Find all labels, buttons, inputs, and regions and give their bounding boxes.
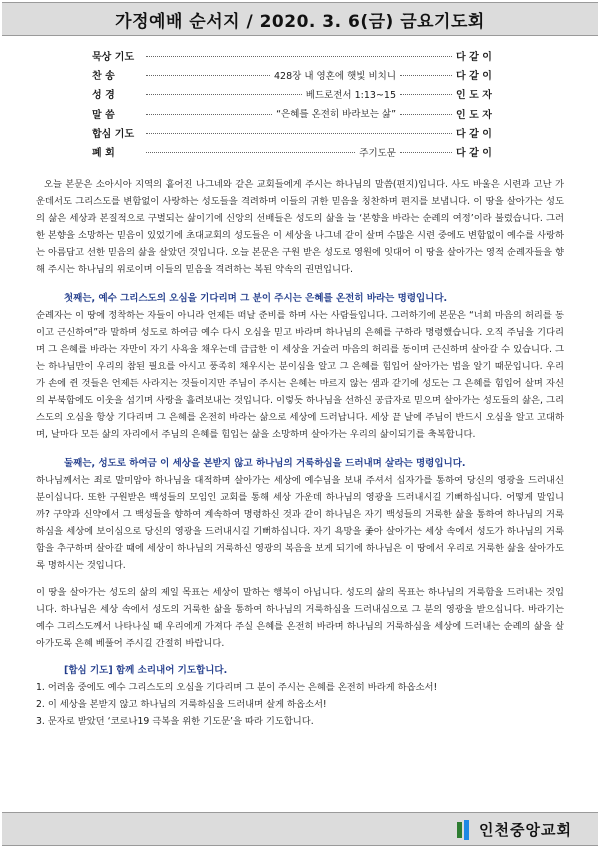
- leader-dots: [146, 56, 452, 57]
- prayer-item: 3. 문자로 받았던 ‘코로나19 극복을 위한 기도문’을 따라 기도합니다.: [36, 716, 314, 727]
- leader-dots: [146, 94, 302, 95]
- order-row-scripture: [92, 84, 516, 103]
- prayer-list: [36, 679, 564, 730]
- worship-order-list: [92, 46, 516, 161]
- leader-dots: [400, 114, 452, 115]
- leader-dots: [400, 75, 452, 76]
- church-brand: [457, 819, 572, 840]
- leader-dots: [146, 133, 452, 134]
- order-row-sermon: [92, 104, 516, 123]
- section-1-heading: 첫째는, 예수 그리스도의 오심을 기다리며 그 분이 주시는 은혜를 온전히 바라는 명령입니다.: [64, 293, 448, 304]
- intro-paragraph: 오늘 본문은 소아시아 지역의 흩어진 나그네와 같은 교회들에게 주시는 하나님의 말씀(편지)입니다. 사도 바울은 시련과 고난 가운데서도 그리스도를 변함없이 사랑하는 성도들을 격려하며 이들의 귀한 믿음을 칭찬하며 편지를 보냅니다. 이 땅을 살아가는 성도의 삶은 세상과 본질적으로 구별되는 삶이기에 신앙의 선배들은 성도의 삶을 늘 ‘본향을 바라는 순례의 여정’이라 불렀습니다. 그러한 본향을 소망하는 믿음이 있었기에 초대교회의 성도들은 이 세상을 나그네 같이 살며 수많은 시련 중에도 변함없이 예수를 사랑하는 아름답고 선한 믿음의 삶을 살았던 것입니다. 오늘 본문은 구원 받은 성도로 영원에 잇대어 이 땅을 살아가는 영적 순례자들을 향해 주시는 하나님의 위로이며 이들의 믿음을 격려하는 복된 약속의 권면입니다.: [36, 179, 564, 275]
- footer-bar: [2, 812, 598, 846]
- order-content: 베드로전서 1:13~15: [305, 89, 396, 101]
- order-row-silent-prayer: [92, 46, 516, 65]
- prayer-item: 2. 이 세상을 본받지 않고 하나님의 거룩하심을 드러내며 살게 하옵소서!: [36, 699, 327, 710]
- leader-dots: [146, 75, 270, 76]
- order-label: 말 씀: [92, 109, 115, 121]
- order-content: 주기도문: [359, 147, 396, 159]
- leader-dots: [146, 152, 355, 153]
- conclusion-paragraph: 이 땅을 살아가는 성도의 삶의 제일 목표는 세상이 말하는 행복이 아닙니다. 성도의 삶의 목표는 하나님의 거룩함을 드러내는 것입니다. 하나님은 세상 속에서 성도의 거룩한 삶을 통하여 하나님의 거룩하심을 드러내심으로 그 분의 영광을 받으십니다. 바라기는 예수 그리스도께서 나타나실 때 우리에게 가져다 주실 은혜를 온전히 바라며 하나님의 거룩하심을 세상에 드러내는 순례의 삶을 살아가도록 은혜 베풀어 주시길 간절히 바랍니다.: [36, 587, 564, 649]
- order-person: 다 같 이: [456, 71, 492, 83]
- prayer-item: 1. 어려움 중에도 예수 그리스도의 오심을 기다리며 그 분이 주시는 은혜를 온전히 바라게 하옵소서!: [36, 682, 438, 693]
- sermon-body: [36, 176, 564, 730]
- order-row-hymn: [92, 65, 516, 84]
- title-bar: [2, 2, 598, 36]
- section-1-paragraph: 순례자는 이 땅에 정착하는 자들이 아니라 언제든 떠날 준비를 하며 사는 사람들입니다. 그러하기에 본문은 “너희 마음의 허리를 동이고 근신하여”라 말하며 성도로 하여금 예수 다시 오심을 믿고 바라며 하나님의 은혜를 구하라 명령했습니다. 오직 주님을 기다리며 그 은혜를 바라는 자만이 자기 사욕을 채우는데 급급한 이 세상을 거슬러 마음의 허리를 동이며 근신하며 살아갈 수 있습니다. 그는 하나님만이 우리의 참된 필요를 아시고 풍족히 채우시는 분이심을 알고 그 은혜를 힘입어 살아가는 법을 알기 때문입니다. 우리가 손에 쥔 것들은 언제든 사라지는 것들이지만 주님이 주시는 은혜는 마르지 않는 샘과 같기에 성도는 그 은혜를 힘입어 살며 자신의 부북함에도 이웃을 섬기며 사랑을 흘려보내는 것입니다. 이렇듯 하나님을 선하신 공급자로 믿으며 살아가는 성도들의 삶은, 그리스도의 오심을 항상 기다리며 그 은혜를 온전히 바라는 삶으로 세상에 드러납니다. 세상 끝 날에 주님이 반드시 오심을 알고 고대하며, 날마다 모든 삶의 자리에서 주님의 은혜를 힘입는 삶을 소망하며 살아가는 우리의 삶이되기를 축복합니다.: [36, 310, 564, 440]
- order-person: 인 도 자: [456, 90, 492, 102]
- page-title: 가정예배 순서지 / 2020. 3. 6(금) 금요기도회: [115, 11, 485, 32]
- leader-dots: [146, 114, 272, 115]
- order-row-united-prayer: [92, 123, 516, 142]
- order-content: 428장 내 영혼에 햇빛 비치니: [274, 70, 396, 82]
- leader-dots: [400, 152, 452, 153]
- order-person: 다 같 이: [456, 128, 492, 140]
- church-logo-icon: [457, 820, 473, 840]
- order-label: 성 경: [92, 90, 115, 102]
- section-2-paragraph: 하나님께서는 죄로 말미암아 하나님을 대적하며 살아가는 세상에 예수님을 보내 주셔서 십자가를 통하여 당신의 영광을 드러내신 분이십니다. 또한 구원받은 백성들의 모임인 교회를 통해 세상 가운데 하나님의 영광을 드러내시길 기뻐하십니다. 어떻게 말입니까? 구약과 신약에서 그 백성들을 향하여 계속하여 명령하신 것과 같이 하나님은 자기 백성들의 거룩한 삶을 통하여 하나님의 거룩하심을 세상에 보이심으로 당신의 영광을 드러내시길 기뻐하십니다. 자기 욕망을 좇아 살아가는 세상 속에서 성도가 하나님의 거룩함을 추구하며 살아갈 때에 세상이 하나님의 거룩하신 영광의 복음을 보게 되기에 하나님은 이 땅에서 우리로 거룩한 삶을 살아가도록 명하시는 것입니다.: [36, 475, 564, 571]
- order-person: 인 도 자: [456, 109, 492, 121]
- section-2-heading: 둘째는, 성도로 하여금 이 세상을 본받지 않고 하나님의 거룩하심을 드러내며 살라는 명령입니다.: [64, 458, 466, 469]
- leader-dots: [400, 94, 452, 95]
- order-row-closing: [92, 142, 516, 161]
- church-name: 인천중앙교회: [479, 821, 572, 839]
- order-label: 폐 회: [92, 148, 115, 160]
- order-person: 다 같 이: [456, 148, 492, 160]
- order-label: 찬 송: [92, 71, 115, 83]
- order-content: “은혜를 온전히 바라보는 삶”: [276, 109, 396, 121]
- order-label: 합심 기도: [92, 128, 135, 140]
- order-person: 다 같 이: [456, 52, 492, 64]
- prayer-heading: [합심 기도] 함께 소리내어 기도합니다.: [64, 665, 228, 676]
- order-label: 묵상 기도: [92, 52, 135, 64]
